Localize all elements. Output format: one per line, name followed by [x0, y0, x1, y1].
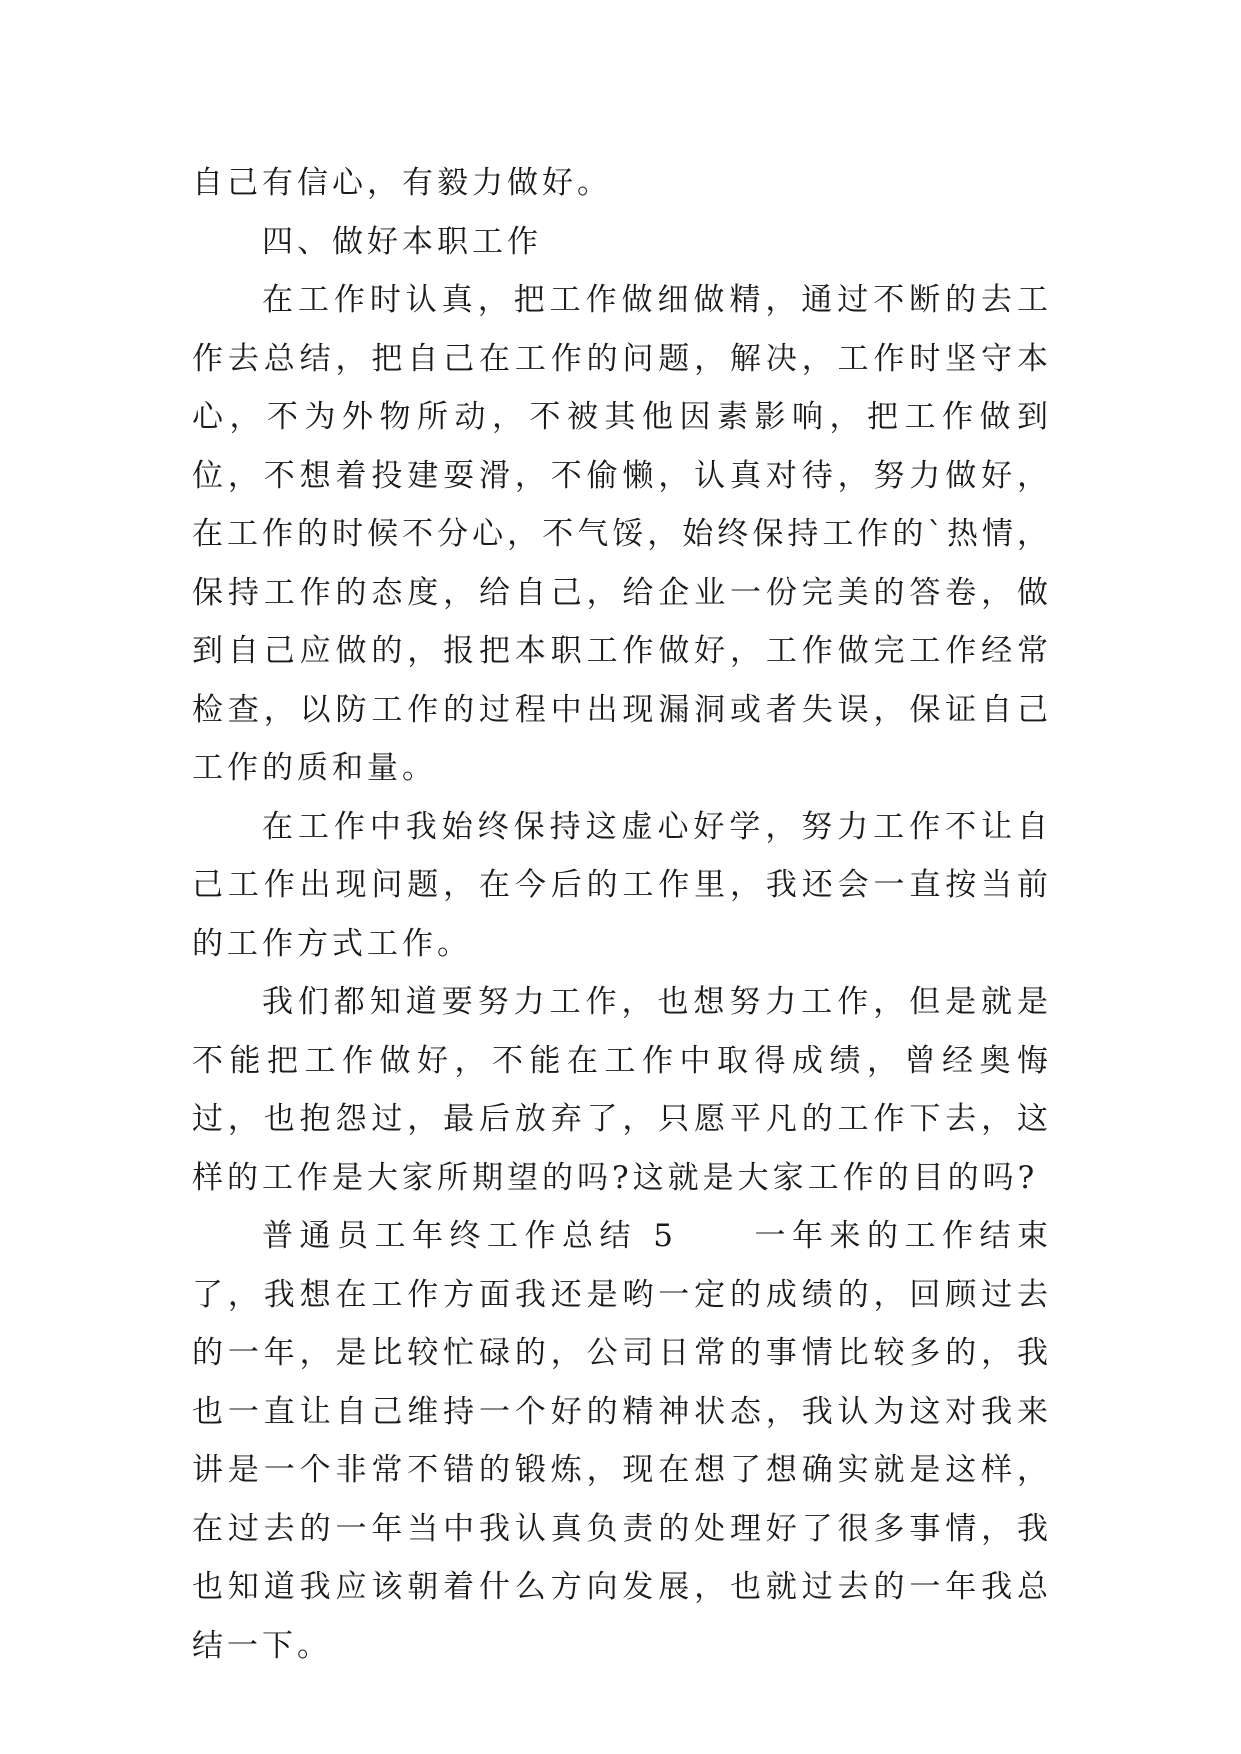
paragraph: 在工作时认真，把工作做细做精，通过不断的去工作去总结，把自己在工作的问题，解决，工作时坚守本心，不为外物所动，不被其他因素影响，把工作做到位，不想着投建耍滑，不偷懒，认真对待，努力做好，在工作的时候不分心，不气馁，始终保持工作的`热情，保持工作的态度，给自己，给企业一份完美的答卷，做到自己应做的，报把本职工作做好，工作做完工作经常检查，以防工作的过程中出现漏洞或者失误，保证自己工作的质和量。 [192, 282, 1052, 786]
paragraph: 普通员工年终工作总结 5 一年来的工作结束了，我想在工作方面我还是哟一定的成绩的，回顾过去的一年，是比较忙碌的，公司日常的事情比较多的，我也一直让自己维持一个好的精神状态，我认为这对我来讲是一个非常不错的锻炼，现在想了想确实就是这样，在过去的一年当中我认真负责的处理好了很多事情，我也知道我应该朝着什么方向发展，也就过去的一年我总结一下。 [192, 1218, 1052, 1664]
section-heading: 四、做好本职工作 [262, 223, 542, 260]
paragraph-closing-line: 自己有信心，有毅力做好。 [192, 165, 612, 201]
paragraph: 我们都知道要努力工作，也想努力工作，但是就是不能把工作做好，不能在工作中取得成绩，曾经奥悔过，也抱怨过，最后放弃了，只愿平凡的工作下去，这样的工作是大家所期望的吗?这就是大家工作的目的吗? [192, 984, 1052, 1196]
paragraph: 在工作中我始终保持这虚心好学，努力工作不让自己工作出现问题，在今后的工作里，我还会一直按当前的工作方式工作。 [192, 808, 1052, 962]
document-body [192, 154, 1052, 1675]
